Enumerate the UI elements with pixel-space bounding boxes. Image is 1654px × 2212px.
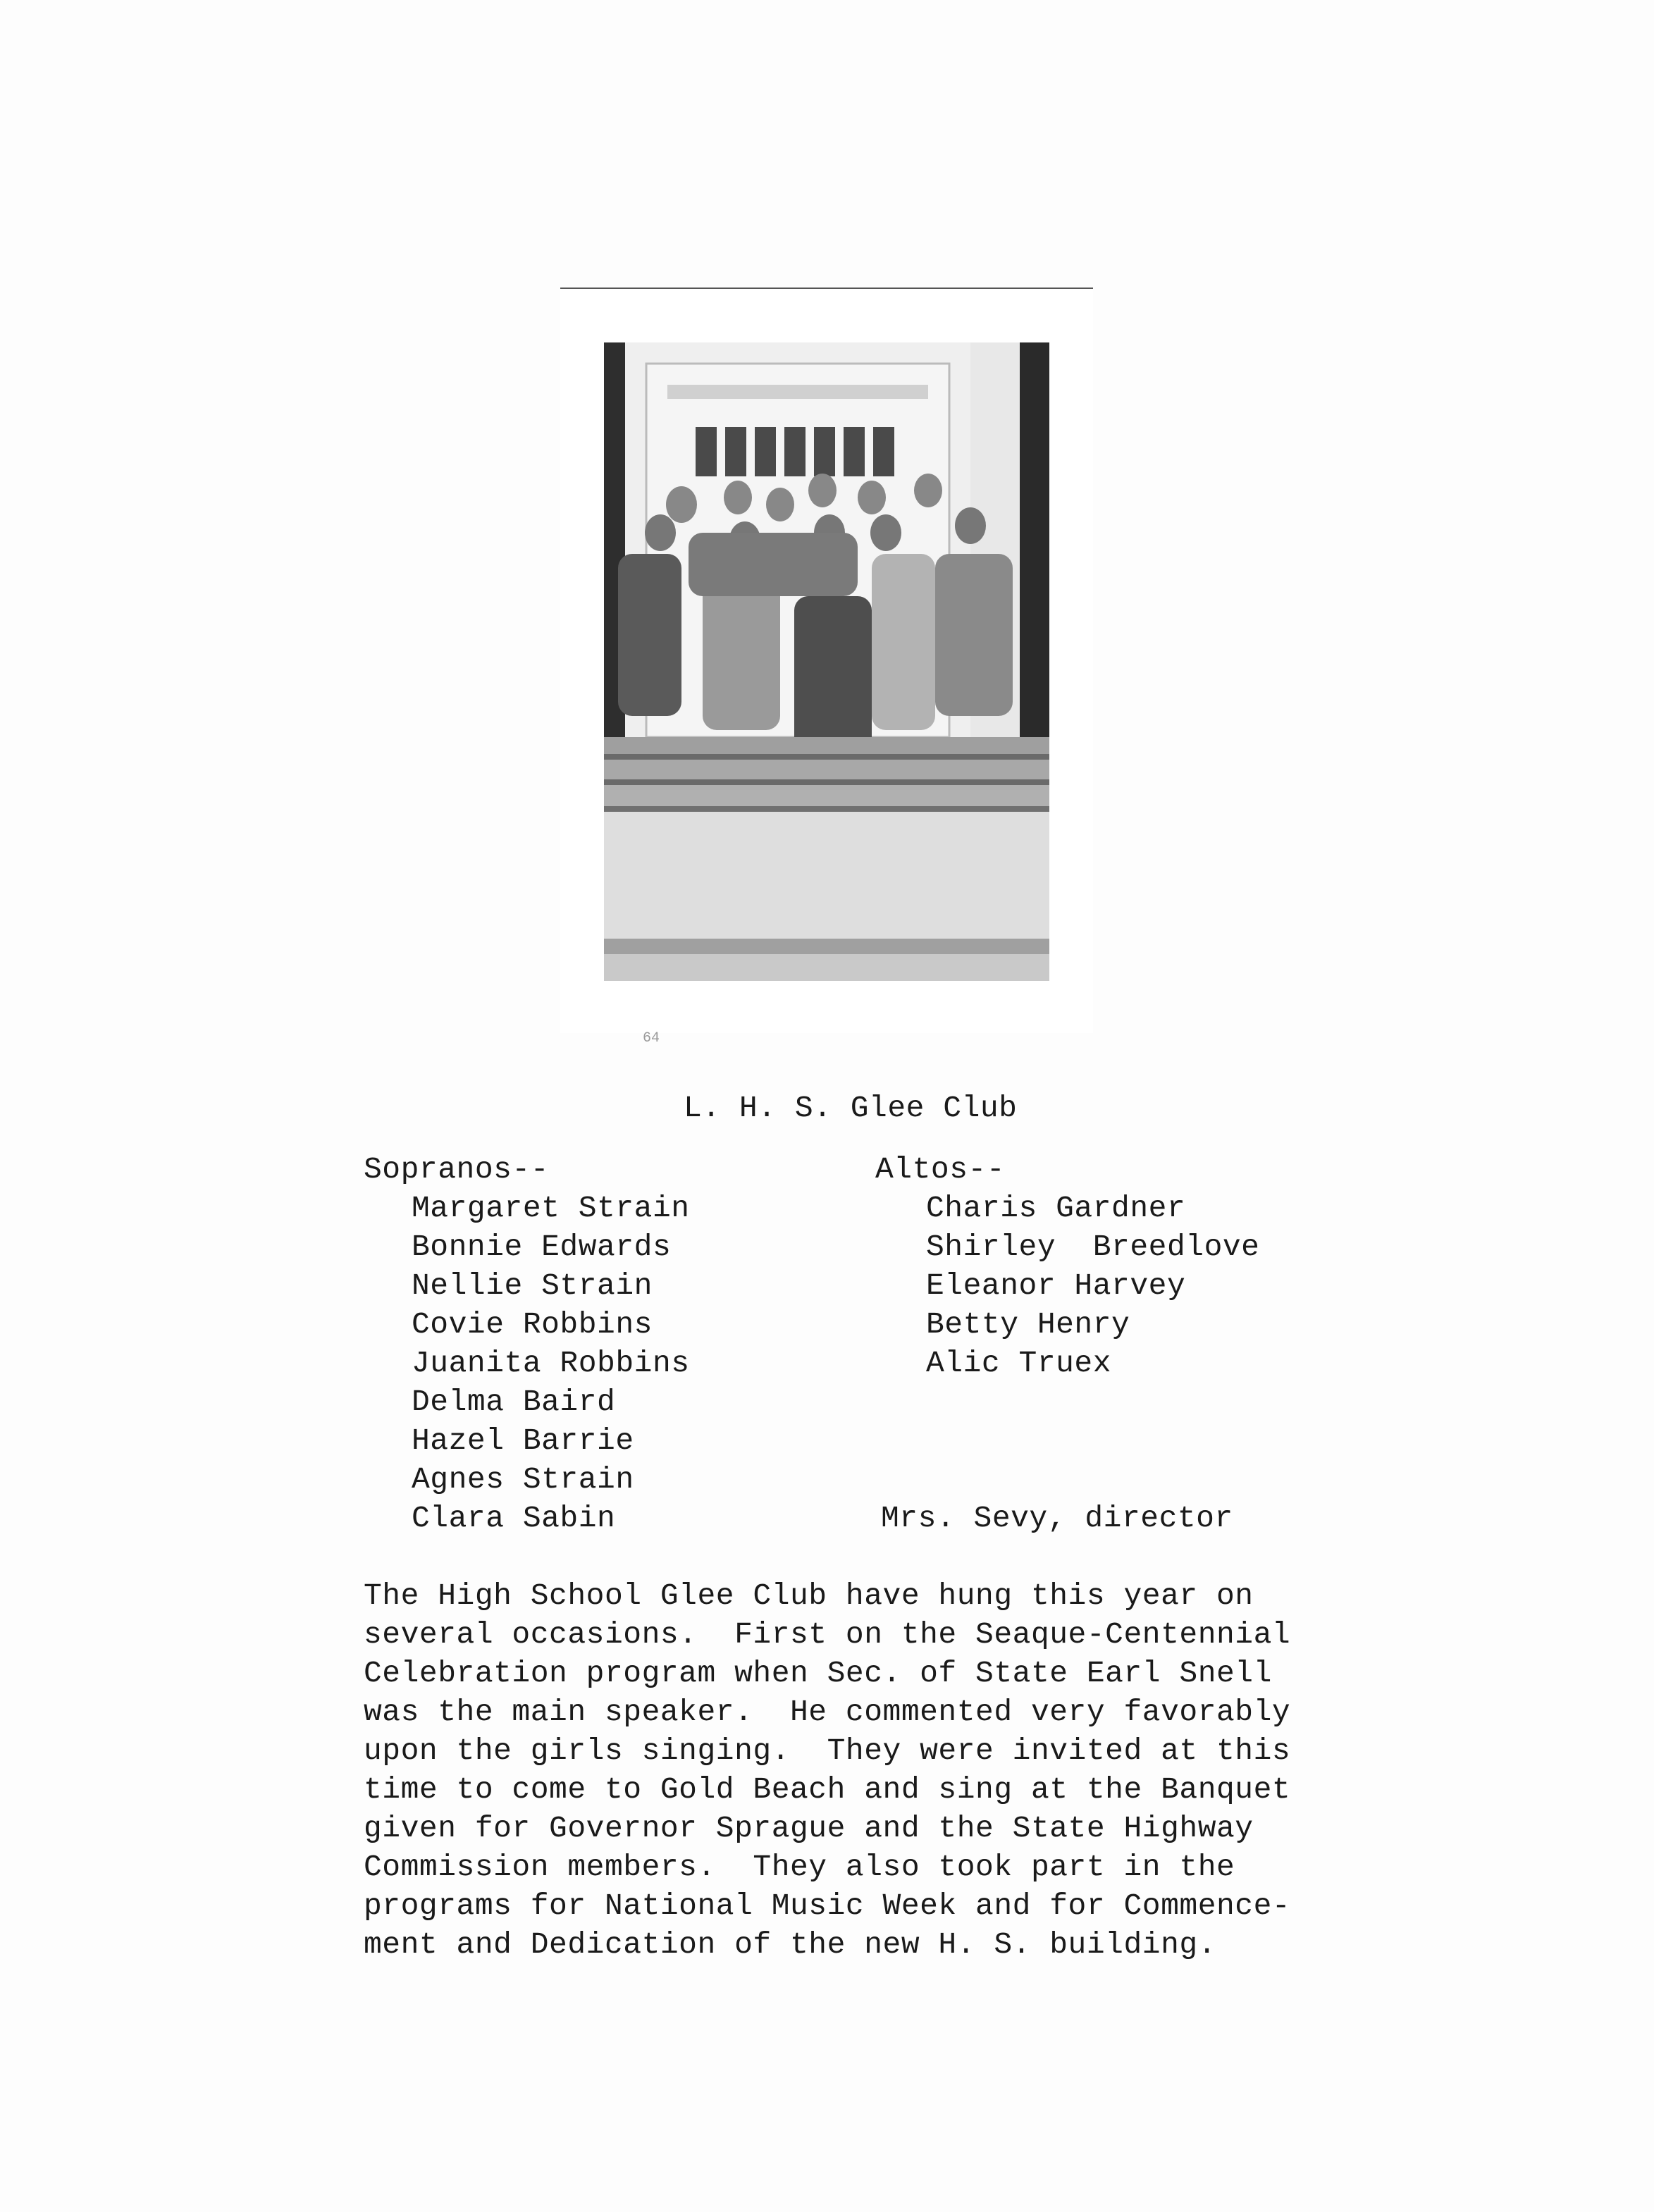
paragraph-line: ment and Dedication of the new H. S. building.: [364, 1927, 1216, 1962]
alto-name: Eleanor Harvey: [926, 1268, 1186, 1303]
paragraph-line: upon the girls singing. They were invited at this: [364, 1734, 1291, 1768]
soprano-name: Covie Robbins: [412, 1307, 653, 1342]
description-paragraph: [364, 1576, 1290, 1964]
paragraph-line: Commission members. They also took part in the: [364, 1850, 1235, 1884]
sopranos-list: [412, 1189, 690, 1538]
soprano-name: Bonnie Edwards: [412, 1230, 672, 1264]
paragraph-line: The High School Glee Club have hung this year on: [364, 1578, 1254, 1613]
soprano-name: Juanita Robbins: [412, 1346, 690, 1380]
soprano-name: Hazel Barrie: [412, 1423, 634, 1458]
director-line: Mrs. Sevy, director: [881, 1501, 1233, 1536]
soprano-name: Clara Sabin: [412, 1501, 616, 1536]
paragraph-line: was the main speaker. He commented very favorably: [364, 1695, 1291, 1729]
pencil-page-number: 64: [643, 1030, 660, 1046]
paragraph-line: Celebration program when Sec. of State Earl Snell: [364, 1656, 1272, 1691]
alto-name: Alic Truex: [926, 1346, 1112, 1380]
glee-club-photograph: [604, 342, 1049, 981]
soprano-name: Nellie Strain: [412, 1268, 653, 1303]
paragraph-line: given for Governor Sprague and the State Highway: [364, 1811, 1254, 1846]
soprano-name: Delma Baird: [412, 1385, 616, 1419]
soprano-name: Margaret Strain: [412, 1191, 690, 1225]
altos-heading: Altos--: [875, 1152, 1006, 1187]
soprano-name: Agnes Strain: [412, 1462, 634, 1497]
alto-name: Charis Gardner: [926, 1191, 1186, 1225]
altos-list: [926, 1189, 1259, 1383]
paragraph-line: time to come to Gold Beach and sing at the Banquet: [364, 1772, 1291, 1807]
photo-caption: L. H. S. Glee Club: [684, 1091, 1018, 1125]
paragraph-line: several occasions. First on the Seaque-Centennial: [364, 1617, 1291, 1652]
paragraph-line: programs for National Music Week and for Commence-: [364, 1889, 1291, 1923]
sopranos-heading: Sopranos--: [364, 1152, 550, 1187]
alto-name: Shirley Breedlove: [926, 1230, 1260, 1264]
alto-name: Betty Henry: [926, 1307, 1130, 1342]
